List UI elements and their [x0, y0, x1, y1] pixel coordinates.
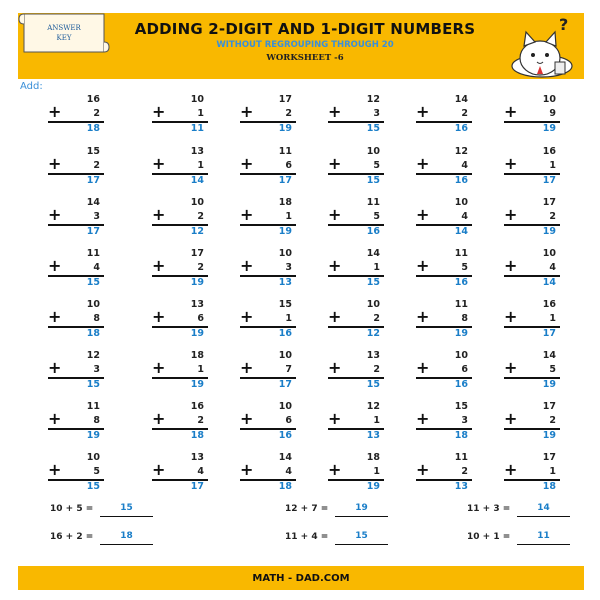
addend-2: 8	[461, 313, 468, 324]
addition-problem	[416, 452, 472, 494]
addend-1: 17	[278, 94, 292, 105]
addition-problem	[48, 299, 104, 341]
plus-sign-icon: +	[416, 256, 430, 275]
answer-value: 14	[537, 503, 550, 513]
plus-sign-icon: +	[328, 460, 342, 479]
plus-sign-icon: +	[48, 307, 62, 326]
addend-2: 1	[197, 108, 204, 119]
addition-problem	[48, 248, 104, 290]
answer-value: 13	[454, 481, 468, 492]
addend-1: 14	[86, 197, 100, 208]
addend-2: 3	[285, 262, 292, 273]
equation-text: 16 + 2 =	[50, 532, 94, 542]
plus-sign-icon: +	[48, 205, 62, 224]
plus-sign-icon: +	[416, 102, 430, 121]
addend-2: 2	[373, 364, 380, 375]
answer-line	[335, 516, 388, 517]
plus-sign-icon: +	[48, 256, 62, 275]
answer-value: 15	[86, 481, 100, 492]
footer-banner	[18, 566, 584, 590]
addend-2: 2	[93, 108, 100, 119]
answer-line	[100, 516, 153, 517]
addend-2: 2	[285, 108, 292, 119]
page-title: ADDING 2-DIGIT AND 1-DIGIT NUMBERS	[134, 20, 476, 38]
addend-1: 10	[454, 350, 468, 361]
answer-value: 11	[537, 531, 550, 541]
addend-1: 18	[278, 197, 292, 208]
addition-problem	[328, 299, 384, 341]
addition-problem	[240, 248, 296, 290]
answer-value: 19	[190, 379, 204, 390]
addition-problem	[328, 452, 384, 494]
addend-1: 11	[454, 452, 468, 463]
addend-1: 10	[454, 197, 468, 208]
addition-problem	[240, 94, 296, 136]
answer-value: 16	[454, 277, 468, 288]
plus-sign-icon: +	[152, 358, 166, 377]
answer-value: 19	[542, 226, 556, 237]
answer-value: 18	[120, 531, 133, 541]
horizontal-addition-problem	[467, 530, 577, 546]
addend-1: 18	[366, 452, 380, 463]
plus-sign-icon: +	[328, 409, 342, 428]
answer-value: 15	[86, 277, 100, 288]
addition-problem	[152, 401, 208, 443]
answer-value: 15	[366, 379, 380, 390]
plus-sign-icon: +	[240, 154, 254, 173]
addend-1: 10	[542, 94, 556, 105]
plus-sign-icon: +	[416, 205, 430, 224]
answer-value: 16	[366, 226, 380, 237]
plus-sign-icon: +	[504, 460, 518, 479]
addend-1: 10	[86, 299, 100, 310]
addend-2: 3	[461, 415, 468, 426]
plus-sign-icon: +	[48, 409, 62, 428]
plus-sign-icon: +	[504, 256, 518, 275]
answer-value: 15	[120, 503, 133, 513]
plus-sign-icon: +	[504, 409, 518, 428]
addend-2: 4	[197, 466, 204, 477]
answer-value: 16	[278, 328, 292, 339]
answer-value: 19	[355, 503, 368, 513]
addend-1: 13	[190, 299, 204, 310]
addend-2: 1	[549, 313, 556, 324]
addend-1: 11	[366, 197, 380, 208]
plus-sign-icon: +	[328, 154, 342, 173]
addend-1: 10	[190, 197, 204, 208]
answer-value: 19	[542, 123, 556, 134]
addend-1: 14	[278, 452, 292, 463]
cat-mascot-icon	[506, 14, 578, 80]
addition-problem	[416, 146, 472, 188]
addend-2: 6	[197, 313, 204, 324]
horizontal-addition-problem	[467, 502, 577, 518]
addition-problem	[416, 299, 472, 341]
plus-sign-icon: +	[48, 358, 62, 377]
addend-2: 2	[197, 415, 204, 426]
addend-1: 10	[278, 401, 292, 412]
answer-value: 11	[190, 123, 204, 134]
addend-2: 1	[373, 262, 380, 273]
addend-1: 17	[542, 452, 556, 463]
answer-value: 18	[278, 481, 292, 492]
addition-problem	[416, 350, 472, 392]
addend-2: 2	[373, 313, 380, 324]
addend-2: 2	[461, 466, 468, 477]
answer-value: 14	[542, 277, 556, 288]
answer-value: 17	[86, 175, 100, 186]
answer-value: 15	[355, 531, 368, 541]
plus-sign-icon: +	[152, 409, 166, 428]
addend-2: 1	[197, 160, 204, 171]
plus-sign-icon: +	[48, 102, 62, 121]
addend-2: 1	[285, 313, 292, 324]
answer-value: 19	[86, 430, 100, 441]
addend-2: 5	[373, 211, 380, 222]
addend-2: 4	[461, 211, 468, 222]
addend-2: 2	[549, 415, 556, 426]
answer-value: 18	[454, 430, 468, 441]
plus-sign-icon: +	[328, 256, 342, 275]
plus-sign-icon: +	[328, 307, 342, 326]
plus-sign-icon: +	[416, 409, 430, 428]
plus-sign-icon: +	[152, 102, 166, 121]
addition-problem	[240, 299, 296, 341]
addend-1: 11	[86, 401, 100, 412]
answer-key-scroll	[18, 10, 110, 56]
addend-2: 8	[93, 313, 100, 324]
addition-problem	[152, 350, 208, 392]
addend-2: 7	[285, 364, 292, 375]
answer-value: 18	[86, 123, 100, 134]
answer-key-label	[18, 10, 110, 56]
addend-2: 5	[461, 262, 468, 273]
addend-2: 5	[549, 364, 556, 375]
addition-problem	[328, 350, 384, 392]
answer-value: 17	[278, 175, 292, 186]
equation-text: 11 + 4 =	[285, 532, 329, 542]
answer-value: 14	[454, 226, 468, 237]
addend-1: 17	[542, 401, 556, 412]
addend-2: 6	[461, 364, 468, 375]
addend-2: 6	[285, 160, 292, 171]
answer-line	[100, 544, 153, 545]
addend-1: 11	[454, 299, 468, 310]
addend-1: 18	[190, 350, 204, 361]
answer-value: 13	[278, 277, 292, 288]
addition-problem	[504, 248, 560, 290]
addend-2: 2	[93, 160, 100, 171]
answer-value: 15	[366, 277, 380, 288]
addend-2: 4	[461, 160, 468, 171]
answer-value: 16	[454, 175, 468, 186]
instruction-label: Add:	[20, 81, 43, 92]
answer-value: 19	[366, 481, 380, 492]
plus-sign-icon: +	[152, 154, 166, 173]
equation-text: 10 + 1 =	[467, 532, 511, 542]
addend-2: 1	[549, 466, 556, 477]
addend-2: 2	[461, 108, 468, 119]
addend-1: 10	[190, 94, 204, 105]
plus-sign-icon: +	[240, 102, 254, 121]
addend-1: 10	[366, 299, 380, 310]
plus-sign-icon: +	[152, 460, 166, 479]
answer-line	[335, 544, 388, 545]
horizontal-addition-problem	[285, 502, 395, 518]
plus-sign-icon: +	[328, 102, 342, 121]
addend-2: 3	[93, 364, 100, 375]
addition-problem	[504, 299, 560, 341]
addition-problem	[152, 299, 208, 341]
addend-1: 14	[542, 350, 556, 361]
answer-value: 19	[278, 123, 292, 134]
addition-problem	[328, 197, 384, 239]
addition-problem	[416, 248, 472, 290]
addition-problem	[328, 401, 384, 443]
addend-1: 16	[190, 401, 204, 412]
addend-1: 16	[542, 299, 556, 310]
addition-problem	[416, 197, 472, 239]
answer-value: 17	[190, 481, 204, 492]
addend-1: 10	[542, 248, 556, 259]
plus-sign-icon: +	[48, 154, 62, 173]
addition-problem	[152, 146, 208, 188]
addend-2: 2	[549, 211, 556, 222]
addend-1: 11	[86, 248, 100, 259]
addend-1: 15	[278, 299, 292, 310]
plus-sign-icon: +	[504, 205, 518, 224]
plus-sign-icon: +	[504, 307, 518, 326]
addend-2: 1	[197, 364, 204, 375]
answer-value: 17	[86, 226, 100, 237]
footer-site-name: MATH - DAD.COM	[252, 572, 350, 584]
answer-value: 12	[190, 226, 204, 237]
addend-1: 10	[366, 146, 380, 157]
addition-problem	[152, 197, 208, 239]
addend-1: 12	[86, 350, 100, 361]
answer-value: 12	[366, 328, 380, 339]
answer-value: 18	[86, 328, 100, 339]
plus-sign-icon: +	[416, 154, 430, 173]
addition-problem	[328, 146, 384, 188]
answer-key-line1: ANSWER	[47, 24, 81, 32]
addend-1: 17	[542, 197, 556, 208]
addend-2: 1	[285, 211, 292, 222]
addend-1: 12	[366, 94, 380, 105]
horizontal-addition-problem	[50, 502, 160, 518]
answer-value: 19	[542, 430, 556, 441]
answer-value: 18	[542, 481, 556, 492]
addend-1: 14	[366, 248, 380, 259]
addition-problem	[504, 146, 560, 188]
plus-sign-icon: +	[240, 205, 254, 224]
addend-1: 10	[278, 248, 292, 259]
plus-sign-icon: +	[328, 205, 342, 224]
equation-text: 10 + 5 =	[50, 504, 94, 514]
plus-sign-icon: +	[504, 358, 518, 377]
addend-1: 15	[454, 401, 468, 412]
answer-value: 14	[190, 175, 204, 186]
plus-sign-icon: +	[416, 460, 430, 479]
answer-value: 15	[86, 379, 100, 390]
addend-2: 3	[373, 108, 380, 119]
answer-value: 17	[542, 175, 556, 186]
worksheet-number: WORKSHEET -6	[266, 53, 344, 63]
answer-value: 19	[190, 277, 204, 288]
plus-sign-icon: +	[416, 307, 430, 326]
addition-problem	[328, 248, 384, 290]
answer-value: 16	[454, 379, 468, 390]
addend-2: 8	[93, 415, 100, 426]
addend-2: 2	[197, 211, 204, 222]
answer-value: 19	[542, 379, 556, 390]
addend-2: 4	[285, 466, 292, 477]
addend-2: 5	[93, 466, 100, 477]
answer-value: 16	[454, 123, 468, 134]
answer-value: 16	[278, 430, 292, 441]
answer-line	[517, 544, 570, 545]
plus-sign-icon: +	[328, 358, 342, 377]
addend-1: 10	[278, 350, 292, 361]
horizontal-addition-problem	[50, 530, 160, 546]
answer-value: 19	[454, 328, 468, 339]
svg-text:?: ?	[559, 15, 569, 34]
addend-2: 9	[549, 108, 556, 119]
addition-problem	[48, 401, 104, 443]
addition-problem	[152, 248, 208, 290]
addend-1: 12	[454, 146, 468, 157]
addend-1: 11	[278, 146, 292, 157]
plus-sign-icon: +	[240, 256, 254, 275]
addend-1: 14	[454, 94, 468, 105]
answer-value: 15	[366, 175, 380, 186]
plus-sign-icon: +	[504, 154, 518, 173]
plus-sign-icon: +	[48, 460, 62, 479]
addend-2: 5	[373, 160, 380, 171]
addition-problem	[48, 350, 104, 392]
answer-value: 19	[190, 328, 204, 339]
addend-2: 6	[285, 415, 292, 426]
plus-sign-icon: +	[240, 409, 254, 428]
addend-1: 12	[366, 401, 380, 412]
addend-1: 13	[366, 350, 380, 361]
addend-1: 10	[86, 452, 100, 463]
addition-problem	[240, 146, 296, 188]
plus-sign-icon: +	[152, 256, 166, 275]
answer-value: 17	[278, 379, 292, 390]
equation-text: 11 + 3 =	[467, 504, 511, 514]
answer-line	[517, 516, 570, 517]
addend-1: 16	[86, 94, 100, 105]
addition-problem	[48, 197, 104, 239]
addend-2: 1	[549, 160, 556, 171]
plus-sign-icon: +	[240, 358, 254, 377]
answer-value: 13	[366, 430, 380, 441]
addition-problem	[152, 452, 208, 494]
plus-sign-icon: +	[152, 205, 166, 224]
plus-sign-icon: +	[240, 460, 254, 479]
plus-sign-icon: +	[240, 307, 254, 326]
page-subtitle: WITHOUT REGROUPING THROUGH 20	[216, 40, 394, 50]
addend-1: 11	[454, 248, 468, 259]
addition-problem	[504, 350, 560, 392]
plus-sign-icon: +	[504, 102, 518, 121]
horizontal-addition-problem	[285, 530, 395, 546]
answer-value: 18	[190, 430, 204, 441]
addition-problem	[48, 452, 104, 494]
addition-problem	[240, 401, 296, 443]
plus-sign-icon: +	[416, 358, 430, 377]
addition-problem	[48, 146, 104, 188]
addend-1: 15	[86, 146, 100, 157]
addition-problem	[240, 350, 296, 392]
addition-problem	[504, 401, 560, 443]
addition-problem	[416, 401, 472, 443]
answer-key-line2: KEY	[56, 34, 72, 42]
equation-text: 12 + 7 =	[285, 504, 329, 514]
addend-2: 1	[373, 466, 380, 477]
addition-problem	[328, 94, 384, 136]
addend-1: 17	[190, 248, 204, 259]
answer-value: 19	[278, 226, 292, 237]
plus-sign-icon: +	[152, 307, 166, 326]
addend-1: 16	[542, 146, 556, 157]
addend-1: 13	[190, 452, 204, 463]
addend-2: 2	[197, 262, 204, 273]
addition-problem	[504, 197, 560, 239]
answer-value: 17	[542, 328, 556, 339]
addend-2: 1	[373, 415, 380, 426]
addend-1: 13	[190, 146, 204, 157]
addition-problem	[416, 94, 472, 136]
addition-problem	[504, 452, 560, 494]
addition-problem	[240, 452, 296, 494]
answer-value: 15	[366, 123, 380, 134]
addend-2: 3	[93, 211, 100, 222]
addend-2: 4	[93, 262, 100, 273]
addition-problem	[48, 94, 104, 136]
addend-2: 4	[549, 262, 556, 273]
addition-problem	[240, 197, 296, 239]
addition-problem	[152, 94, 208, 136]
addition-problem	[504, 94, 560, 136]
